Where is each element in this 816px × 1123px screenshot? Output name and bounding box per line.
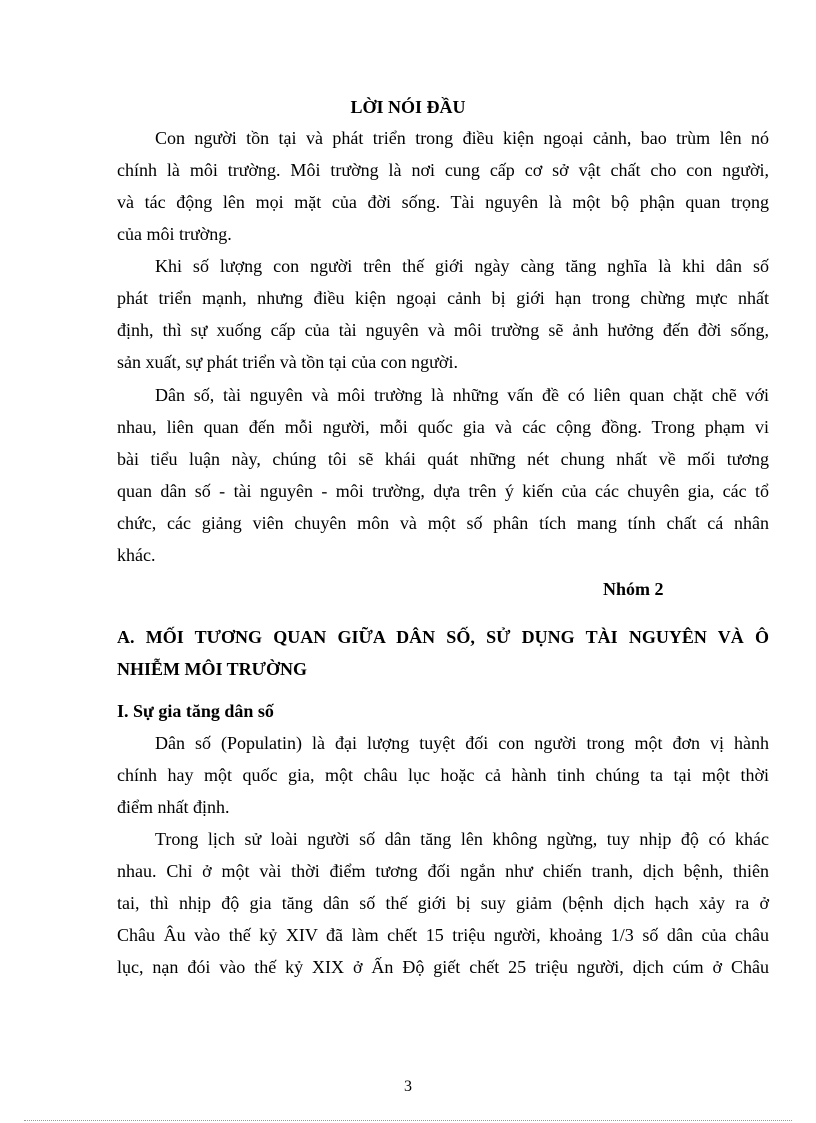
text-line: điểm nhất định. <box>117 797 230 817</box>
text-line: phát triển mạnh, nhưng điều kiện ngoại cảnh bị giới hạn trong chừng mực nhất <box>117 288 769 308</box>
text-line: chức, các giảng viên chuyên môn và một số phân tích mang tính chất cá nhân <box>117 513 769 533</box>
text-line: Trong lịch sử loài người số dân tăng lên không ngừng, tuy nhịp độ có khác <box>155 829 769 849</box>
page-number: 3 <box>404 1078 412 1095</box>
text-line: tai, thì nhịp độ gia tăng dân số thế giới bị suy giảm (bệnh dịch hạch xảy ra ở <box>117 893 769 913</box>
text-line: định, thì sự xuống cấp của tài nguyên và môi trường sẽ ảnh hưởng đến đời sống, <box>117 320 769 340</box>
text-line: Dân số, tài nguyên và môi trường là những vấn đề có liên quan chặt chẽ với <box>155 385 769 405</box>
text-line: Khi số lượng con người trên thế giới ngày càng tăng nghĩa là khi dân số <box>155 256 769 276</box>
text-line: chính hay một quốc gia, một châu lục hoặc cả hành tinh chúng ta tại một thời <box>117 765 769 785</box>
text-line: lục, nạn đói vào thế kỷ XIX ở Ấn Độ giết chết 25 triệu người, dịch cúm ở Châu <box>117 957 769 977</box>
text-line: của môi trường. <box>117 224 232 244</box>
section-heading: NHIỄM MÔI TRƯỜNG <box>117 659 308 679</box>
section-heading: A. MỐI TƯƠNG QUAN GIỮA DÂN SỐ, SỬ DỤNG TÀI NGUYÊN VÀ Ô <box>117 627 769 647</box>
text-line: nhau, liên quan đến mỗi người, mỗi quốc gia và các cộng đồng. Trong phạm vi <box>117 417 769 437</box>
page-title: LỜI NÓI ĐẦU <box>350 97 466 117</box>
subsection-heading: I. Sự gia tăng dân số <box>117 701 274 721</box>
text-line: Dân số (Populatin) là đại lượng tuyệt đối con người trong một đơn vị hành <box>155 733 769 753</box>
text-line: sản xuất, sự phát triển và tồn tại của con người. <box>117 352 458 372</box>
text-line: khác. <box>117 545 156 565</box>
text-line: chính là môi trường. Môi trường là nơi cung cấp cơ sở vật chất cho con người, <box>117 160 769 180</box>
text-line: quan dân số - tài nguyên - môi trường, dựa trên ý kiến của các chuyên gia, các tổ <box>117 481 769 501</box>
text-line: bài tiểu luận này, chúng tôi sẽ khái quát những nét chung nhất về mối tương <box>117 449 769 469</box>
page-bottom-divider <box>24 1120 792 1121</box>
signature: Nhóm 2 <box>603 579 664 599</box>
text-line: nhau. Chỉ ở một vài thời điểm tương đối ngắn như chiến tranh, dịch bệnh, thiên <box>117 861 769 881</box>
text-line: Con người tồn tại và phát triển trong điều kiện ngoại cảnh, bao trùm lên nó <box>155 128 769 148</box>
text-line: và tác động lên mọi mặt của đời sống. Tài nguyên là một bộ phận quan trọng <box>117 192 769 212</box>
text-line: Châu Âu vào thế kỷ XIV đã làm chết 15 triệu người, khoảng 1/3 số dân của châu <box>117 925 769 945</box>
